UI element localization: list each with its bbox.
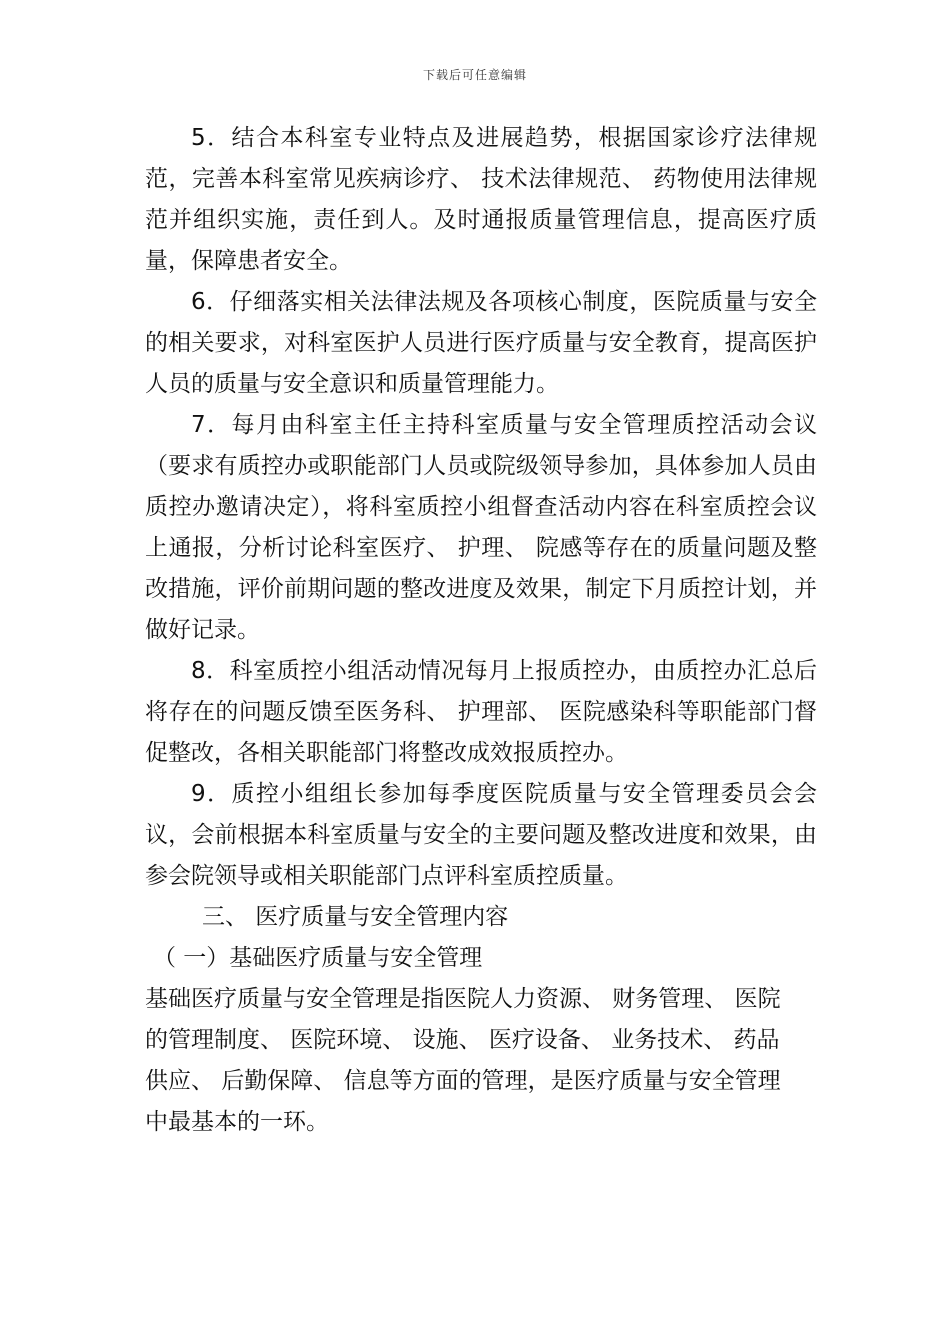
paragraph-item-7: 7．每月由科室主任主持科室质量与安全管理质控活动会议（要求有质控办或职能部门人员或院级领导参加，具体参加人员由质控办邀请决定），将科室质控小组督查活动内容在科室质控会议上通报，分析讨论科室医疗、 护理、 院感等存在的质量问题及整改措施，评价前期问题的整改进度及效果，制定下月质控计划，并做好记录。 — [145, 412, 817, 643]
final-paragraph-line: 基础医疗质量与安全管理是指医院人力资源、 财务管理、 医院 — [145, 986, 781, 1012]
paragraph-item-5: 5．结合本科室专业特点及进展趋势，根据国家诊疗法律规范，完善本科室常见疾病诊疗、 技术法律规范、 药物使用法律规范并组织实施，责任到人。及时通报质量管理信息，提高医疗质量，保障患者安全。 — [145, 125, 817, 274]
paragraph-item-9: 9．质控小组组长参加每季度医院质量与安全管理委员会会议，会前根据本科室质量与安全的主要问题及整改进度和效果，由参会院领导或相关职能部门点评科室质控质量。 — [145, 781, 817, 889]
paragraph-item-8: 8．科室质控小组活动情况每月上报质控办，由质控办汇总后将存在的问题反馈至医务科、 护理部、 医院感染科等职能部门督促整改，各相关职能部门将整改成效报质控办。 — [145, 658, 817, 766]
subsection-heading: （ 一）基础医疗质量与安全管理 — [153, 945, 483, 971]
section-heading: 三、 医疗质量与安全管理内容 — [202, 904, 509, 930]
paragraph-item-6: 6．仔细落实相关法律法规及各项核心制度，医院质量与安全的相关要求，对科室医护人员进行医疗质量与安全教育，提高医护人员的质量与安全意识和质量管理能力。 — [145, 289, 817, 397]
final-paragraph — [145, 979, 817, 1143]
final-paragraph-line: 的管理制度、 医院环境、 设施、 医疗设备、 业务技术、 药品 — [145, 1027, 780, 1053]
page-header: 下载后可任意编辑 — [422, 68, 527, 82]
final-paragraph-line: 中最基本的一环。 — [145, 1109, 329, 1135]
document-body — [145, 118, 817, 1143]
final-paragraph-line: 供应、 后勤保障、 信息等方面的管理，是医疗质量与安全管理 — [145, 1068, 781, 1094]
